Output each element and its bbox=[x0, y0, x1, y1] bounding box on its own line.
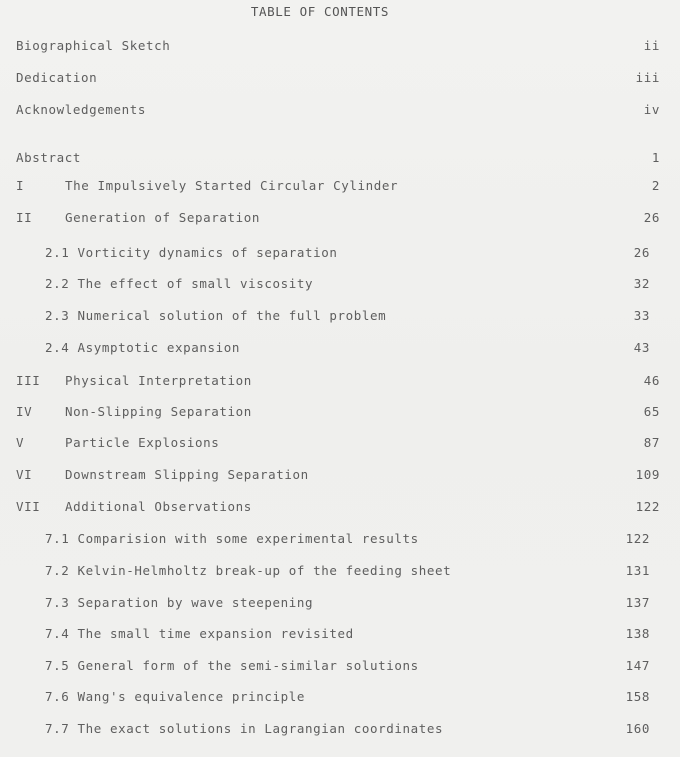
chapter-page: 87 bbox=[643, 435, 660, 450]
toc-entry bbox=[0, 69, 680, 87]
toc-section bbox=[0, 244, 680, 262]
toc-entry bbox=[0, 37, 680, 55]
toc-section bbox=[0, 594, 680, 612]
section-title: 7.6 Wang's equivalence principle bbox=[45, 689, 306, 704]
chapter-title: Physical Interpretation bbox=[65, 373, 252, 388]
chapter-title: Additional Observations bbox=[65, 499, 252, 514]
toc-entry-label: Biographical Sketch bbox=[16, 38, 171, 53]
section-title: 2.1 Vorticity dynamics of separation bbox=[45, 245, 338, 260]
chapter-number: VII bbox=[16, 499, 41, 514]
toc-chapter bbox=[0, 177, 680, 195]
toc-section bbox=[0, 688, 680, 706]
section-title: 7.4 The small time expansion revisited bbox=[45, 626, 354, 641]
section-page: 32 bbox=[633, 276, 650, 291]
page-title: TABLE OF CONTENTS bbox=[250, 4, 390, 19]
toc-chapter bbox=[0, 466, 680, 484]
chapter-number: II bbox=[16, 210, 33, 225]
section-page: 131 bbox=[625, 563, 650, 578]
toc-entry-page: iv bbox=[643, 102, 660, 117]
chapter-page: 109 bbox=[635, 467, 660, 482]
toc-section bbox=[0, 720, 680, 738]
chapter-number: VI bbox=[16, 467, 33, 482]
section-title: 7.5 General form of the semi-similar solutions bbox=[45, 658, 419, 673]
section-title: 7.1 Comparision with some experimental results bbox=[45, 531, 419, 546]
section-title: 2.3 Numerical solution of the full problem bbox=[45, 308, 387, 323]
toc-entry-page: ii bbox=[643, 38, 660, 53]
toc-chapter bbox=[0, 209, 680, 227]
section-page: 158 bbox=[625, 689, 650, 704]
toc-entry-label: Dedication bbox=[16, 70, 98, 85]
toc-section bbox=[0, 657, 680, 675]
chapter-page: 46 bbox=[643, 373, 660, 388]
section-title: 7.7 The exact solutions in Lagrangian coordinates bbox=[45, 721, 444, 736]
section-title: 7.2 Kelvin-Helmholtz break-up of the feeding sheet bbox=[45, 563, 452, 578]
section-page: 137 bbox=[625, 595, 650, 610]
toc-section bbox=[0, 339, 680, 357]
chapter-title: Generation of Separation bbox=[65, 210, 261, 225]
chapter-title: The Impulsively Started Circular Cylinder bbox=[65, 178, 399, 193]
chapter-page: 26 bbox=[643, 210, 660, 225]
section-title: 7.3 Separation by wave steepening bbox=[45, 595, 314, 610]
toc-section bbox=[0, 530, 680, 548]
section-page: 43 bbox=[633, 340, 650, 355]
toc-entry-page: 1 bbox=[651, 150, 660, 165]
toc-entry bbox=[0, 149, 680, 167]
toc-section bbox=[0, 275, 680, 293]
chapter-title: Downstream Slipping Separation bbox=[65, 467, 309, 482]
section-page: 122 bbox=[625, 531, 650, 546]
toc-chapter bbox=[0, 403, 680, 421]
section-page: 160 bbox=[625, 721, 650, 736]
toc-chapter bbox=[0, 372, 680, 390]
section-title: 2.2 The effect of small viscosity bbox=[45, 276, 314, 291]
section-page: 33 bbox=[633, 308, 650, 323]
toc-section bbox=[0, 307, 680, 325]
section-page: 26 bbox=[633, 245, 650, 260]
section-title: 2.4 Asymptotic expansion bbox=[45, 340, 241, 355]
chapter-number: I bbox=[16, 178, 25, 193]
toc-chapter bbox=[0, 434, 680, 452]
chapter-title: Non-Slipping Separation bbox=[65, 404, 252, 419]
chapter-title: Particle Explosions bbox=[65, 435, 220, 450]
toc-entry-page: iii bbox=[635, 70, 660, 85]
chapter-number: III bbox=[16, 373, 41, 388]
chapter-page: 2 bbox=[651, 178, 660, 193]
chapter-page: 65 bbox=[643, 404, 660, 419]
chapter-number: IV bbox=[16, 404, 33, 419]
toc-entry-label: Abstract bbox=[16, 150, 82, 165]
toc-chapter bbox=[0, 498, 680, 516]
toc-entry-label: Acknowledgements bbox=[16, 102, 147, 117]
section-page: 147 bbox=[625, 658, 650, 673]
toc-section bbox=[0, 562, 680, 580]
chapter-page: 122 bbox=[635, 499, 660, 514]
section-page: 138 bbox=[625, 626, 650, 641]
chapter-number: V bbox=[16, 435, 25, 450]
toc-section bbox=[0, 625, 680, 643]
toc-entry bbox=[0, 101, 680, 119]
